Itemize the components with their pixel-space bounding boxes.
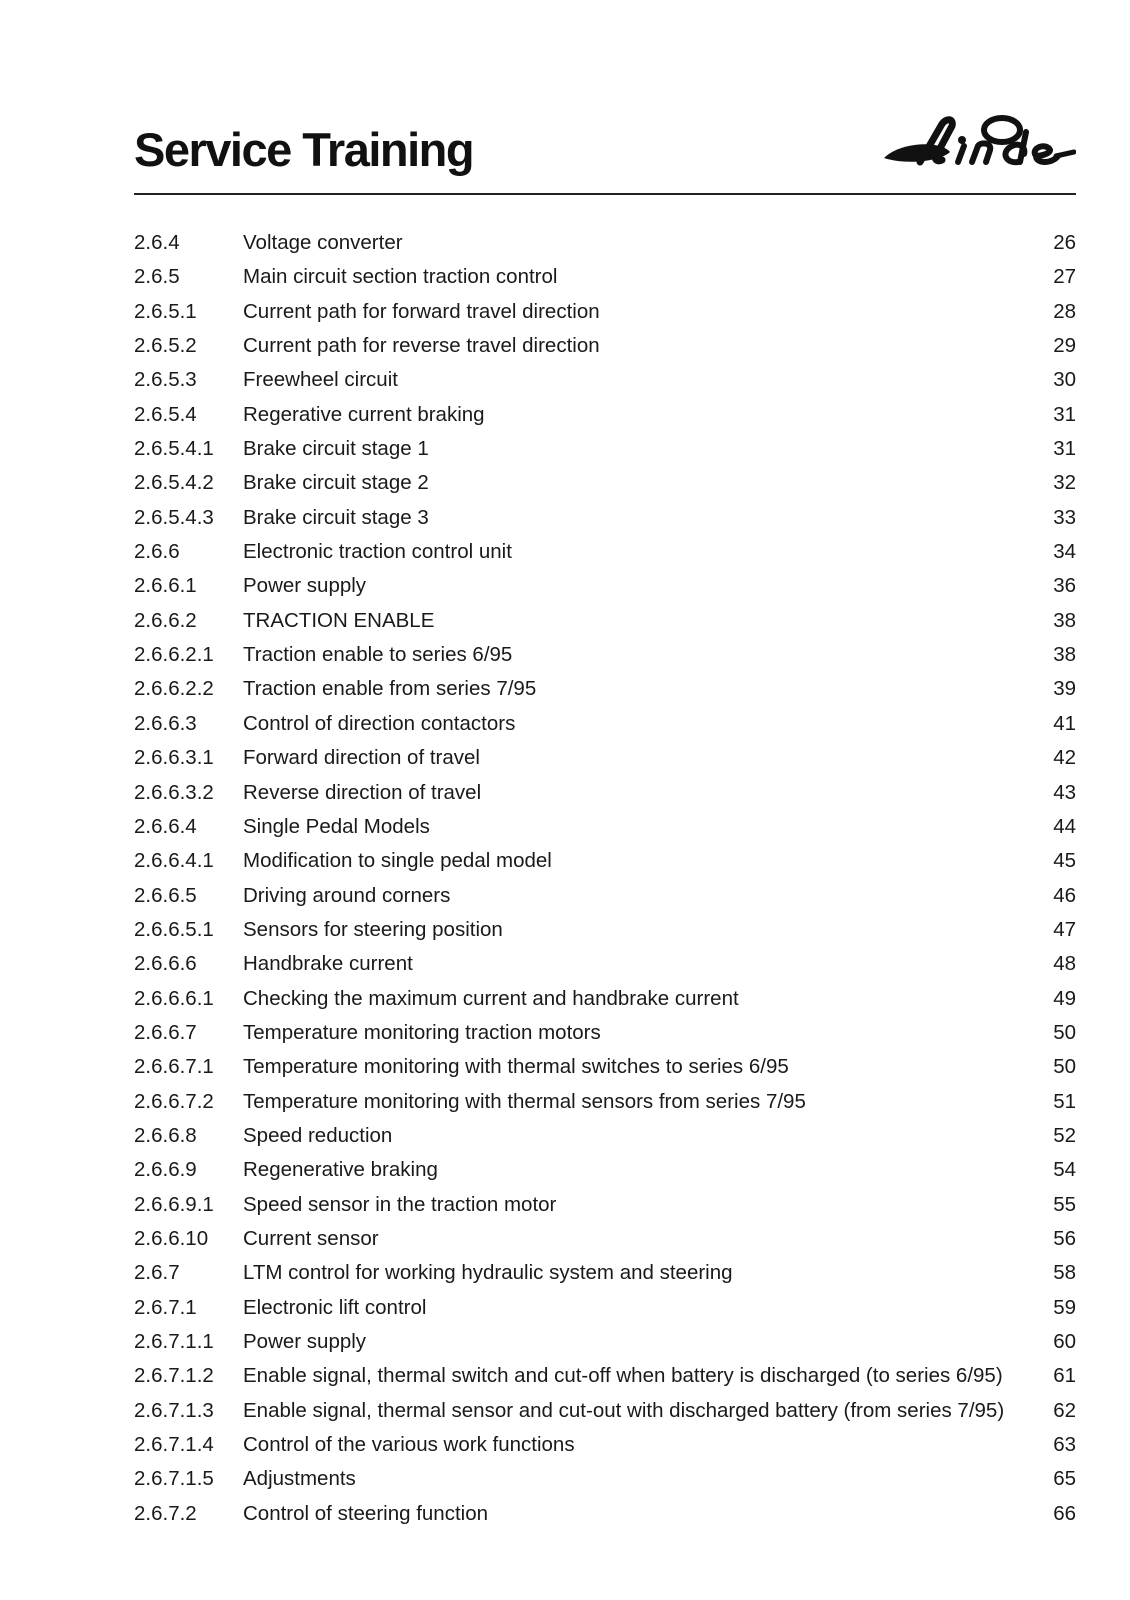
toc-section-number: 2.6.6.3 (134, 711, 197, 735)
toc-section-title: Control of steering function (243, 1501, 488, 1525)
toc-entry[interactable] (134, 432, 1076, 466)
toc-section-title: Modification to single pedal model (243, 849, 552, 873)
toc-section-title: TRACTION ENABLE (243, 608, 435, 632)
toc-entry[interactable] (134, 672, 1076, 706)
toc-page-number: 27 (1053, 265, 1076, 289)
toc-page-number: 61 (1053, 1364, 1076, 1388)
toc-section-title: Control of direction contactors (243, 711, 516, 735)
toc-section-number: 2.6.6 (134, 540, 180, 564)
toc-section-title: Adjustments (243, 1467, 356, 1491)
toc-entry[interactable] (134, 226, 1076, 260)
table-of-contents (134, 226, 1076, 1531)
toc-entry[interactable] (134, 604, 1076, 638)
toc-entry[interactable] (134, 879, 1076, 913)
toc-entry[interactable] (134, 295, 1076, 329)
toc-entry[interactable] (134, 947, 1076, 981)
toc-entry[interactable] (134, 398, 1076, 432)
toc-section-number: 2.6.5.4 (134, 402, 197, 426)
toc-section-number: 2.6.4 (134, 231, 180, 254)
toc-section-number: 2.6.6.2 (134, 608, 197, 632)
toc-entry[interactable] (134, 1016, 1076, 1050)
toc-entry[interactable] (134, 1085, 1076, 1119)
toc-entry[interactable] (134, 501, 1076, 535)
toc-page-number: 28 (1053, 299, 1076, 323)
toc-section-number: 2.6.6.7.2 (134, 1089, 214, 1113)
toc-section-title: Sensors for steering position (243, 917, 503, 941)
toc-entry[interactable] (134, 535, 1076, 569)
toc-entry[interactable] (134, 741, 1076, 775)
toc-section-number: 2.6.6.9 (134, 1158, 197, 1182)
toc-page-number: 45 (1053, 849, 1076, 873)
toc-entry[interactable] (134, 363, 1076, 397)
toc-section-title: Temperature monitoring with thermal switches to series 6/95 (243, 1055, 789, 1079)
toc-section-number: 2.6.6.9.1 (134, 1192, 214, 1216)
toc-section-title: Reverse direction of travel (243, 780, 482, 804)
toc-entry[interactable] (134, 1462, 1076, 1496)
toc-section-title: Electronic traction control unit (243, 540, 512, 564)
toc-section-title: Speed sensor in the traction motor (243, 1192, 557, 1216)
toc-entry[interactable] (134, 776, 1076, 810)
header-divider (134, 193, 1076, 195)
toc-section-number: 2.6.5 (134, 265, 180, 289)
linde-logo (880, 112, 1076, 170)
toc-entry[interactable] (134, 982, 1076, 1016)
toc-entry[interactable] (134, 1359, 1076, 1393)
toc-page-number: 31 (1053, 402, 1076, 426)
toc-section-title: Temperature monitoring with thermal sensors from series 7/95 (243, 1089, 806, 1113)
toc-section-number: 2.6.5.1 (134, 299, 197, 323)
toc-section-title: Speed reduction (243, 1123, 393, 1147)
toc-page-number: 60 (1053, 1330, 1076, 1353)
toc-section-title: Traction enable to series 6/95 (243, 643, 513, 667)
toc-page-number: 26 (1053, 231, 1076, 254)
toc-section-number: 2.6.7.1 (134, 1295, 197, 1319)
toc-page-number: 59 (1053, 1295, 1076, 1319)
toc-entry[interactable] (134, 1394, 1076, 1428)
toc-section-title: Current sensor (243, 1226, 379, 1250)
toc-section-title: Single Pedal Models (243, 814, 430, 838)
toc-section-number: 2.6.6.5 (134, 883, 197, 907)
toc-section-title: Driving around corners (243, 883, 451, 907)
toc-section-number: 2.6.7.1.5 (134, 1467, 214, 1491)
toc-page-number: 47 (1053, 917, 1076, 941)
toc-page-number: 58 (1053, 1261, 1076, 1285)
toc-section-title: LTM control for working hydraulic system and steering (243, 1261, 733, 1285)
toc-page-number: 44 (1053, 814, 1076, 838)
toc-section-title: Current path for reverse travel direction (243, 334, 600, 358)
toc-page-number: 63 (1053, 1433, 1076, 1457)
toc-entry[interactable] (134, 466, 1076, 500)
page-title: Service Training (134, 123, 474, 176)
toc-section-number: 2.6.6.4 (134, 814, 197, 838)
toc-section-title: Temperature monitoring traction motors (243, 1020, 601, 1044)
toc-page-number: 30 (1053, 368, 1076, 392)
toc-entry[interactable] (134, 329, 1076, 363)
toc-entry[interactable] (134, 569, 1076, 603)
toc-page-number: 31 (1053, 437, 1076, 461)
toc-section-title: Forward direction of travel (243, 746, 480, 770)
toc-section-title: Brake circuit stage 1 (243, 437, 429, 461)
toc-section-title: Control of the various work functions (243, 1433, 575, 1457)
toc-section-number: 2.6.5.4.1 (134, 437, 214, 461)
toc-page-number: 52 (1053, 1123, 1076, 1147)
toc-section-number: 2.6.6.6 (134, 952, 197, 976)
toc-section-number: 2.6.6.3.1 (134, 746, 214, 770)
toc-section-number: 2.6.5.4.3 (134, 505, 214, 529)
toc-section-number: 2.6.6.7 (134, 1020, 197, 1044)
toc-section-number: 2.6.6.6.1 (134, 986, 214, 1010)
toc-section-title: Regenerative braking (243, 1158, 438, 1182)
toc-section-number: 2.6.5.2 (134, 334, 197, 358)
toc-page-number: 38 (1053, 643, 1076, 667)
toc-entry[interactable] (134, 707, 1076, 741)
toc-page-number: 48 (1053, 952, 1076, 976)
toc-section-title: Traction enable from series 7/95 (243, 677, 537, 701)
toc-page-number: 51 (1053, 1089, 1076, 1113)
toc-entry[interactable] (134, 260, 1076, 294)
toc-entry[interactable] (134, 1256, 1076, 1290)
toc-page-number: 42 (1053, 746, 1076, 770)
toc-page-number: 36 (1053, 574, 1076, 598)
toc-section-number: 2.6.6.3.2 (134, 780, 214, 804)
toc-section-title: Enable signal, thermal switch and cut-off when battery is discharged (to series 6/95) (243, 1364, 1003, 1388)
toc-section-title: Voltage converter (243, 231, 403, 254)
toc-page-number: 41 (1053, 711, 1076, 735)
toc-section-number: 2.6.7 (134, 1261, 180, 1285)
toc-entry[interactable] (134, 1119, 1076, 1153)
toc-section-title: Checking the maximum current and handbrake current (243, 986, 739, 1010)
toc-section-title: Freewheel circuit (243, 368, 398, 392)
toc-entry[interactable] (134, 1222, 1076, 1256)
toc-page-number: 39 (1053, 677, 1076, 701)
toc-entry[interactable] (134, 844, 1076, 878)
toc-page-number: 49 (1053, 986, 1076, 1010)
toc-section-title: Power supply (243, 574, 367, 598)
toc-page-number: 62 (1053, 1398, 1076, 1422)
toc-page-number: 34 (1053, 540, 1076, 564)
toc-section-title: Electronic lift control (243, 1295, 427, 1319)
toc-section-number: 2.6.5.3 (134, 368, 197, 392)
toc-section-title: Regerative current braking (243, 402, 485, 426)
toc-page-number: 38 (1053, 608, 1076, 632)
toc-section-number: 2.6.7.1.4 (134, 1433, 214, 1457)
toc-page-number: 55 (1053, 1192, 1076, 1216)
toc-page-number: 66 (1053, 1501, 1076, 1525)
toc-section-title: Power supply (243, 1330, 367, 1353)
toc-entry[interactable] (134, 1291, 1076, 1325)
toc-page-number: 33 (1053, 505, 1076, 529)
toc-section-number: 2.6.7.1.2 (134, 1364, 214, 1388)
toc-section-title: Brake circuit stage 2 (243, 471, 429, 495)
toc-section-title: Main circuit section traction control (243, 265, 558, 289)
toc-entry[interactable] (134, 1325, 1076, 1359)
toc-section-title: Handbrake current (243, 952, 413, 976)
toc-section-number: 2.6.6.2.2 (134, 677, 214, 701)
toc-section-number: 2.6.6.5.1 (134, 917, 214, 941)
toc-page-number: 29 (1053, 334, 1076, 358)
toc-page-number: 32 (1053, 471, 1076, 495)
toc-entry[interactable] (134, 913, 1076, 947)
toc-section-number: 2.6.6.2.1 (134, 643, 214, 667)
toc-page-number: 50 (1053, 1055, 1076, 1079)
toc-entry[interactable] (134, 1153, 1076, 1187)
toc-section-number: 2.6.6.7.1 (134, 1055, 214, 1079)
toc-section-number: 2.6.7.1.1 (134, 1330, 214, 1353)
toc-section-number: 2.6.7.2 (134, 1501, 197, 1525)
toc-page-number: 50 (1053, 1020, 1076, 1044)
toc-section-number: 2.6.6.1 (134, 574, 197, 598)
page-header (134, 112, 1076, 196)
toc-entry[interactable] (134, 1188, 1076, 1222)
toc-section-number: 2.6.7.1.3 (134, 1398, 214, 1422)
toc-section-number: 2.6.5.4.2 (134, 471, 214, 495)
toc-section-title: Brake circuit stage 3 (243, 505, 429, 529)
toc-page-number: 43 (1053, 780, 1076, 804)
toc-section-title: Current path for forward travel direction (243, 299, 600, 323)
toc-entry[interactable] (134, 638, 1076, 672)
toc-page-number: 65 (1053, 1467, 1076, 1491)
toc-entry[interactable] (134, 1428, 1076, 1462)
toc-section-number: 2.6.6.10 (134, 1226, 209, 1250)
toc-page-number: 46 (1053, 883, 1076, 907)
toc-page-number: 56 (1053, 1226, 1076, 1250)
toc-entry[interactable] (134, 1497, 1076, 1531)
toc-entry[interactable] (134, 1050, 1076, 1084)
toc-page-number: 54 (1053, 1158, 1076, 1182)
toc-section-number: 2.6.6.8 (134, 1123, 197, 1147)
toc-section-number: 2.6.6.4.1 (134, 849, 214, 873)
toc-section-title: Enable signal, thermal sensor and cut-out with discharged battery (from series 7/95) (243, 1398, 1005, 1422)
toc-entry[interactable] (134, 810, 1076, 844)
